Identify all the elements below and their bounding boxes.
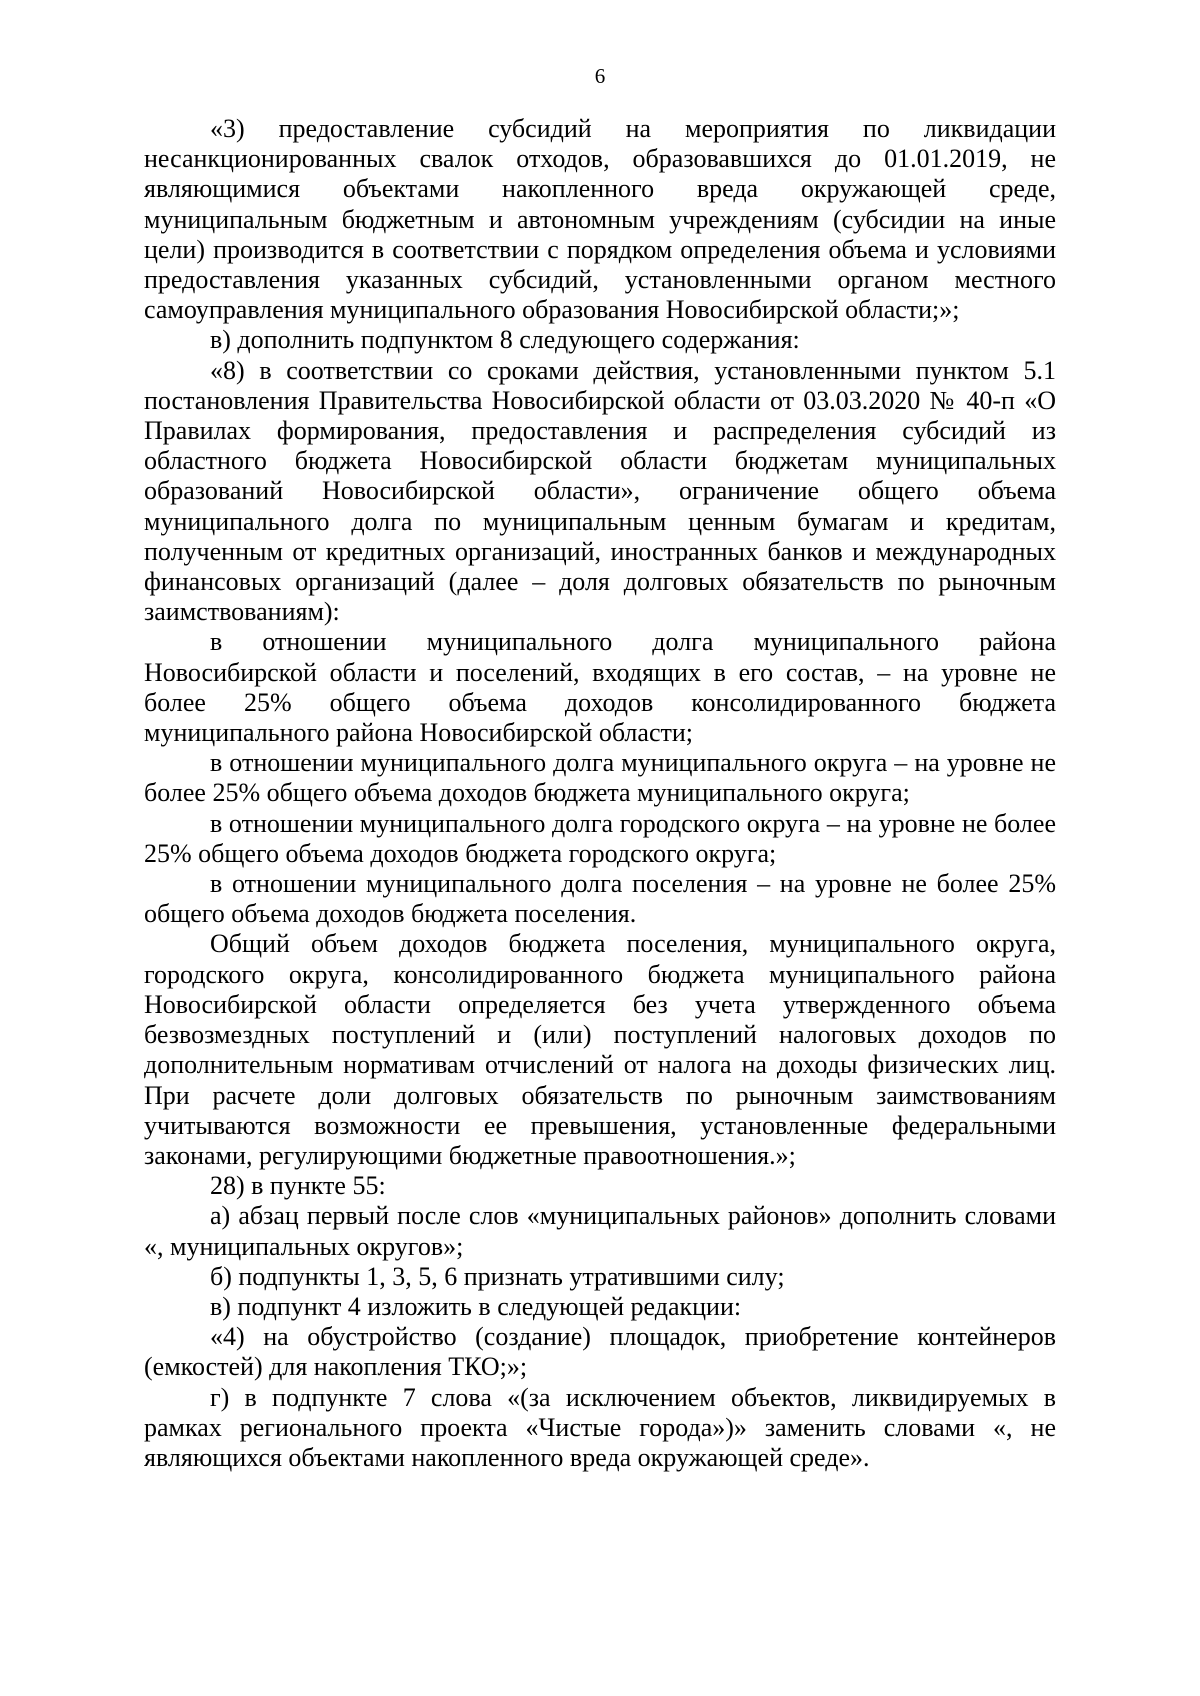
paragraph-subitem-8: «8) в соответствии со сроками действия, установленными пунктом 5.1 постановления Правительства Новосибирской области от 03.03.2020 № 40-п «О Правилах формирования, предоставления и распределения субсидий из областного бюджета Новосибирской области бюджетам муниципальных образований Новосибирской области», ограничение общего объема муниципального долга по муниципальным ценным бумагам и кредитам, полученным от кредитных организаций, иностранных банков и международных финансовых организаций (далее – доля долговых обязательств по рыночным заимствованиям): — [144, 355, 1056, 627]
paragraph-total-revenue: Общий объем доходов бюджета поселения, муниципального округа, городского округа, консолидированного бюджета муниципального района Новосибирской области определяется без учета утвержденного объема безвозмездных поступлений и (или) поступлений налоговых доходов по дополнительным нормативам отчислений от налога на доходы физических лиц. При расчете доли долговых обязательств по рыночным заимствованиям учитываются возможности ее превышения, установленные федеральными законами, регулирующими бюджетные правоотношения.»; — [144, 929, 1056, 1170]
page-number: 6 — [594, 64, 606, 88]
paragraph-item-28-b: б) подпункты 1, 3, 5, 6 признать утратившими силу; — [210, 1261, 785, 1291]
paragraph-settlement-debt: в отношении муниципального долга поселения – на уровне не более 25% общего объема доходов бюджета поселения. — [144, 869, 1056, 929]
paragraph-subitem-4: «4) на обустройство (создание) площадок, приобретение контейнеров (емкостей) для накопления ТКО;»; — [144, 1322, 1056, 1382]
paragraph-item-28-v: в) подпункт 4 изложить в следующей редакции: — [210, 1291, 742, 1321]
document-body — [144, 114, 1056, 1473]
paragraph-item-28-g: г) в подпункте 7 слова «(за исключением объектов, ликвидируемых в рамках регионального проекта «Чистые города»)» заменить словами «, не являющихся объектами накопленного вреда окружающей среде». — [144, 1382, 1056, 1472]
paragraph-district-debt: в отношении муниципального долга муниципального района Новосибирской области и поселений, входящих в его состав, – на уровне не более 25% общего объема доходов консолидированного бюджета муниципального района Новосибирской области; — [144, 627, 1056, 748]
paragraph-item-28: 28) в пункте 55: — [210, 1171, 386, 1201]
paragraph-subitem-3: «3) предоставление субсидий на мероприятия по ликвидации несанкционированных свалок отходов, образовавшихся до 01.01.2019, не являющимися объектами накопленного вреда окружающей среде, муниципальным бюджетным и автономным учреждениям (субсидии на иные цели) производится в соответствии с порядком определения объема и условиями предоставления указанных субсидий, установленными органом местного самоуправления муниципального образования Новосибирской области;»; — [144, 114, 1056, 325]
paragraph-municipal-okrug-debt: в отношении муниципального долга муниципального округа – на уровне не более 25% общего объема доходов бюджета муниципального округа; — [144, 748, 1056, 808]
paragraph-item-28-a: а) абзац первый после слов «муниципальных районов» дополнить словами «, муниципальных округов»; — [144, 1201, 1056, 1261]
paragraph-add-subitem-8: в) дополнить подпунктом 8 следующего содержания: — [210, 325, 800, 355]
paragraph-city-okrug-debt: в отношении муниципального долга городского округа – на уровне не более 25% общего объема доходов бюджета городского округа; — [144, 808, 1056, 868]
